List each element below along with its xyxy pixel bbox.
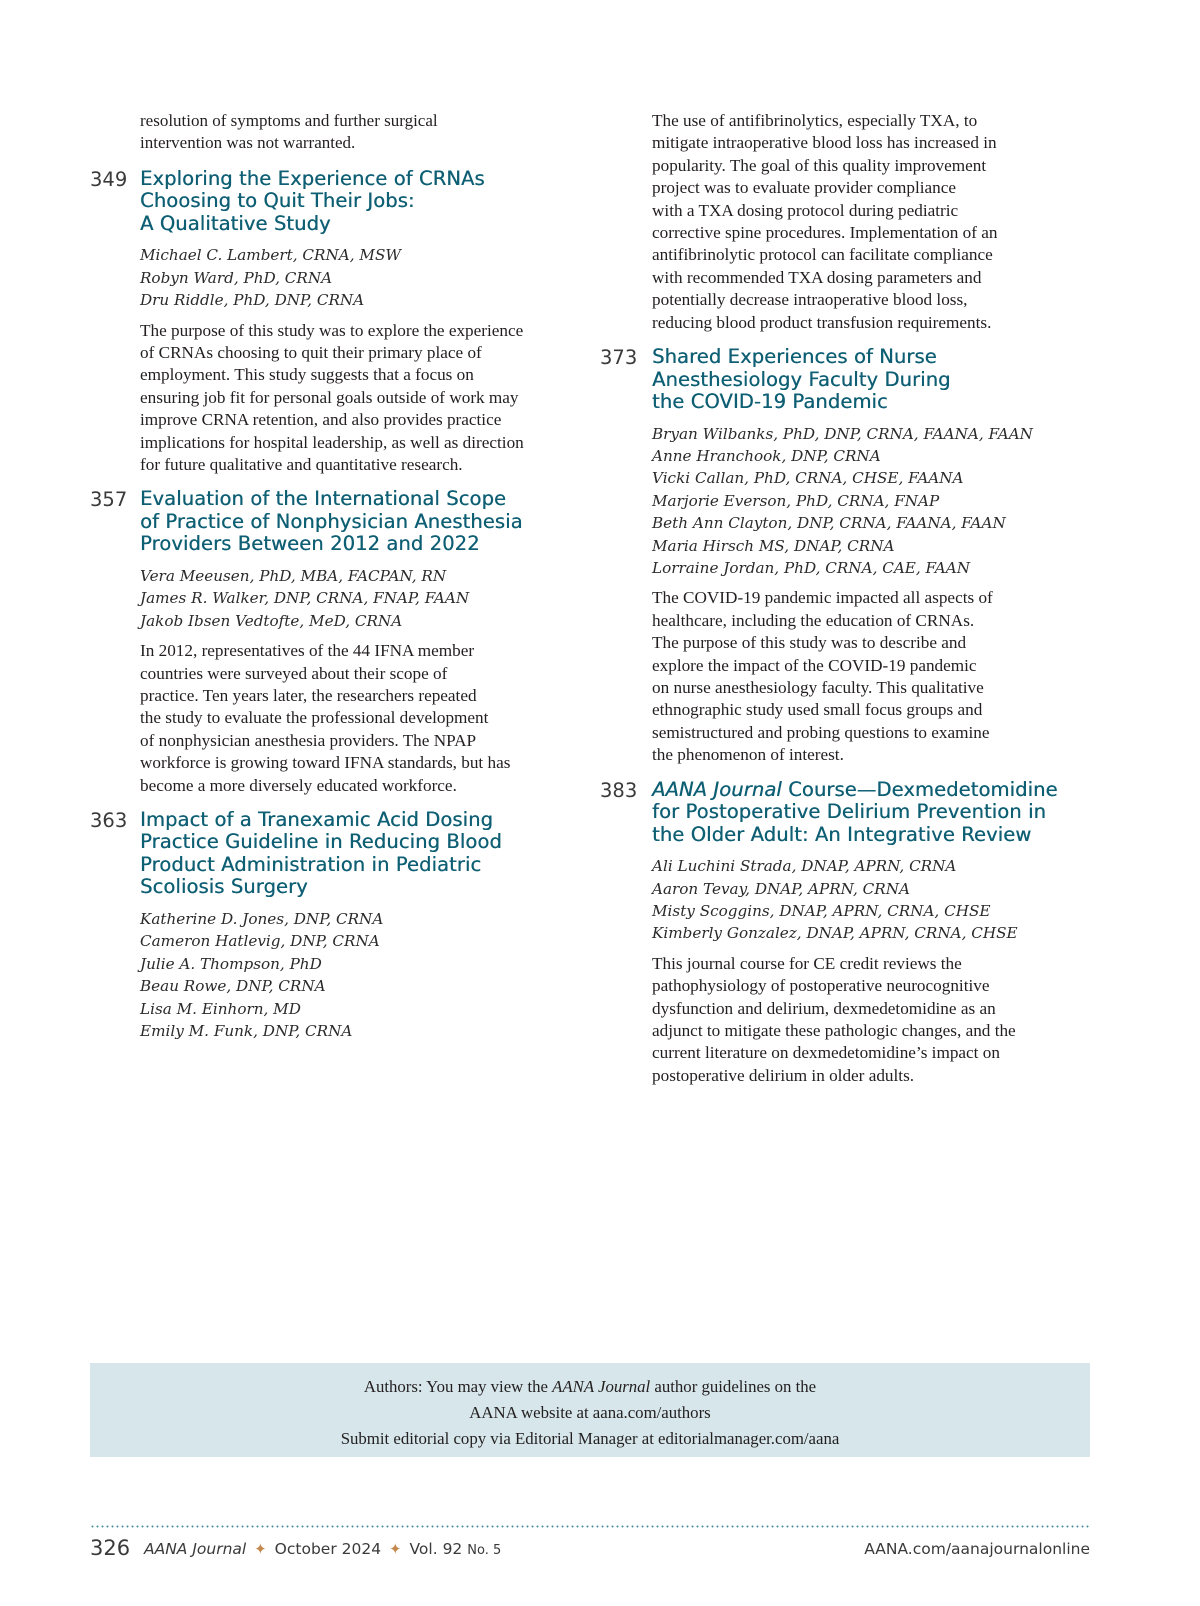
title-line: Providers Between 2012 and 2022: [140, 532, 480, 556]
author: Anne Hranchook, DNP, CRNA: [652, 446, 881, 465]
title-line: the COVID-19 Pandemic: [652, 390, 888, 414]
abstract-line: semistructured and probing questions to examine: [652, 722, 990, 742]
journal-name-italic: AANA Journal: [652, 777, 782, 801]
author: Marjorie Everson, PhD, CRNA, FNAP: [652, 491, 940, 510]
article-title[interactable]: [140, 809, 588, 899]
continuation-text: [140, 110, 588, 155]
notice-text: author guidelines on the: [650, 1377, 817, 1396]
abstract-line: corrective spine procedures. Implementation of an: [652, 223, 998, 243]
abstract-line: reducing blood product transfusion requirements.: [652, 312, 992, 332]
article-page-number: 357: [90, 488, 128, 512]
abstract-line: the study to evaluate the professional development: [140, 708, 489, 728]
author: Misty Scoggins, DNAP, APRN, CRNA, CHSE: [652, 901, 991, 920]
notice-line-1: [90, 1374, 1090, 1400]
title-line: for Postoperative Delirium Prevention in: [652, 800, 1046, 824]
title-line: Scoliosis Surgery: [140, 875, 308, 899]
abstract-line: The purpose of this study was to explore the experience: [140, 320, 524, 340]
title-line: Product Administration in Pediatric: [140, 852, 482, 876]
notice-line-2[interactable]: AANA website at aana.com/authors: [469, 1403, 711, 1422]
abstract-line: adjunct to mitigate these pathologic changes, and the: [652, 1021, 1016, 1040]
abstract-line: healthcare, including the education of CRNAs.: [652, 610, 975, 630]
article-abstract-continued: [652, 110, 1095, 334]
abstract-line: postoperative delirium in older adults.: [652, 1065, 915, 1085]
abstract-line: The use of antifibrinolytics, especially TXA, to: [652, 111, 978, 130]
abstract-line: The COVID-19 pandemic impacted all aspects of: [652, 588, 993, 608]
author: Cameron Hatlevig, DNP, CRNA: [140, 932, 380, 951]
author: Maria Hirsch MS, DNAP, CRNA: [652, 536, 895, 555]
notice-line-3[interactable]: Submit editorial copy via Editorial Manager at editorialmanager.com/aana: [340, 1429, 840, 1448]
abstract-line: improve CRNA retention, and also provides practice: [140, 410, 502, 430]
author-list: [140, 908, 588, 1042]
abstract-line: explore the impact of the COVID-19 pandemic: [652, 655, 977, 675]
issue-date: October 2024: [274, 1540, 382, 1558]
title-line: Anesthesiology Faculty During: [652, 367, 951, 391]
abstract-line: This journal course for CE credit reviews the: [652, 953, 962, 973]
author: Emily M. Funk, DNP, CRNA: [140, 1021, 353, 1040]
author: Dru Riddle, PhD, DNP, CRNA: [140, 291, 365, 310]
article-title[interactable]: [652, 346, 1095, 414]
volume: Vol. 92: [409, 1540, 463, 1558]
author: Aaron Tevay, DNAP, APRN, CRNA: [652, 879, 910, 898]
abstract-line: practice. Ten years later, the researchers repeated: [140, 685, 477, 705]
notice-text: Authors: You may view the: [363, 1377, 553, 1396]
journal-name-italic: AANA Journal: [552, 1377, 651, 1396]
continuation-line: resolution of symptoms and further surgical: [140, 111, 438, 130]
author-list: [652, 423, 1095, 580]
article-title[interactable]: [652, 779, 1095, 847]
author: Kimberly Gonzalez, DNAP, APRN, CRNA, CHSE: [652, 924, 1018, 943]
abstract-line: The purpose of this study was to describe and: [652, 633, 967, 653]
title-line: the Older Adult: An Integrative Review: [652, 822, 1032, 846]
issue-number: No. 5: [467, 1543, 502, 1558]
right-column: [600, 110, 1095, 1087]
author-guidelines-notice: [90, 1363, 1090, 1457]
article-abstract: [652, 953, 1095, 1087]
journal-issue-info: [144, 1538, 501, 1562]
article-entry-373: [600, 346, 1095, 767]
abstract-line: with recommended TXA dosing parameters and: [652, 267, 982, 287]
footer-dotted-rule: [90, 1525, 1090, 1528]
author: Lisa M. Einhorn, MD: [140, 999, 301, 1018]
title-line: A Qualitative Study: [140, 211, 331, 235]
article-abstract: [140, 320, 588, 477]
article-entry-363: [90, 809, 588, 1042]
abstract-line: become a more diversely educated workforce.: [140, 775, 457, 795]
author: Michael C. Lambert, CRNA, MSW: [140, 246, 401, 265]
abstract-line: workforce is growing toward IFNA standards, but has: [140, 753, 511, 773]
article-title[interactable]: [140, 488, 588, 556]
article-title[interactable]: [140, 168, 588, 236]
abstract-line: of CRNAs choosing to quit their primary place of: [140, 342, 482, 362]
article-abstract: [140, 640, 588, 797]
abstract-line: dysfunction and delirium, dexmedetomidine as an: [652, 998, 996, 1018]
abstract-line: the phenomenon of interest.: [652, 745, 844, 765]
author: James R. Walker, DNP, CRNA, FNAP, FAAN: [140, 589, 470, 608]
title-line: Choosing to Quit Their Jobs:: [140, 189, 415, 213]
article-entry-383: [600, 779, 1095, 1088]
article-entry-357: [90, 488, 588, 797]
author: Vicki Callan, PhD, CRNA, CHSE, FAANA: [652, 469, 964, 488]
article-page-number: 373: [600, 346, 638, 370]
abstract-line: of nonphysician anesthesia providers. The NPAP: [140, 730, 477, 750]
article-page-number: 383: [600, 778, 638, 802]
journal-url-link[interactable]: AANA.com/aanajournalonline: [864, 1540, 1090, 1558]
author: Bryan Wilbanks, PhD, DNP, CRNA, FAANA, FAAN: [652, 424, 1033, 443]
author: Beau Rowe, DNP, CRNA: [140, 977, 326, 996]
abstract-line: project was to evaluate provider compliance: [652, 178, 956, 198]
author: Beth Ann Clayton, DNP, CRNA, FAANA, FAAN: [652, 514, 1006, 533]
author-list: [652, 855, 1095, 945]
abstract-line: with a TXA dosing protocol during pediatric: [652, 200, 959, 220]
diamond-separator-icon: ✦: [254, 1540, 267, 1558]
title-line: Practice Guideline in Reducing Blood: [140, 830, 502, 854]
abstract-line: potentially decrease intraoperative blood loss,: [652, 290, 968, 310]
abstract-line: In 2012, representatives of the 44 IFNA member: [140, 641, 475, 661]
abstract-line: ensuring job fit for personal goals outside of work may: [140, 387, 519, 407]
article-entry-349: [90, 168, 588, 477]
title-line: Impact of a Tranexamic Acid Dosing: [140, 807, 494, 831]
abstract-line: pathophysiology of postoperative neurocognitive: [652, 976, 990, 996]
title-line: Shared Experiences of Nurse: [652, 345, 937, 369]
left-column: [90, 110, 588, 1042]
author: Jakob Ibsen Vedtofte, MeD, CRNA: [140, 611, 403, 630]
title-line: of Practice of Nonphysician Anesthesia: [140, 509, 523, 533]
article-abstract: [652, 587, 1095, 766]
journal-name: AANA Journal: [144, 1540, 247, 1558]
continuation-line: intervention was not warranted.: [140, 133, 356, 153]
abstract-line: on nurse anesthesiology faculty. This qualitative: [652, 678, 984, 698]
abstract-line: popularity. The goal of this quality improvement: [652, 155, 987, 175]
author-list: [140, 565, 588, 632]
article-page-number: 349: [90, 167, 128, 191]
title-line: Exploring the Experience of CRNAs: [140, 166, 485, 190]
abstract-line: employment. This study suggests that a focus on: [140, 365, 474, 385]
abstract-line: mitigate intraoperative blood loss has increased in: [652, 133, 997, 153]
author: Lorraine Jordan, PhD, CRNA, CAE, FAAN: [652, 559, 970, 577]
diamond-separator-icon: ✦: [389, 1540, 402, 1558]
abstract-line: implications for hospital leadership, as well as direction: [140, 432, 524, 452]
abstract-line: for future qualitative and quantitative research.: [140, 454, 463, 474]
page-footer: [90, 1534, 1090, 1564]
title-line: Evaluation of the International Scope: [140, 487, 507, 511]
abstract-line: ethnographic study used small focus groups and: [652, 700, 983, 720]
page-number: 326: [90, 1536, 131, 1560]
author: Robyn Ward, PhD, CRNA: [140, 268, 333, 287]
author-list: [140, 244, 588, 311]
author: Katherine D. Jones, DNP, CRNA: [140, 909, 384, 928]
title-text: Course—Dexmedetomidine: [781, 777, 1058, 801]
author: Ali Luchini Strada, DNAP, APRN, CRNA: [652, 857, 957, 876]
author: Julie A. Thompson, PhD: [140, 954, 322, 973]
title-line: [652, 779, 1095, 802]
abstract-line: current literature on dexmedetomidine’s impact on: [652, 1043, 1000, 1063]
abstract-line: antifibrinolytic protocol can facilitate compliance: [652, 245, 993, 265]
abstract-line: countries were surveyed about their scope of: [140, 663, 448, 683]
article-page-number: 363: [90, 808, 128, 832]
author: Vera Meeusen, PhD, MBA, FACPAN, RN: [140, 566, 447, 585]
